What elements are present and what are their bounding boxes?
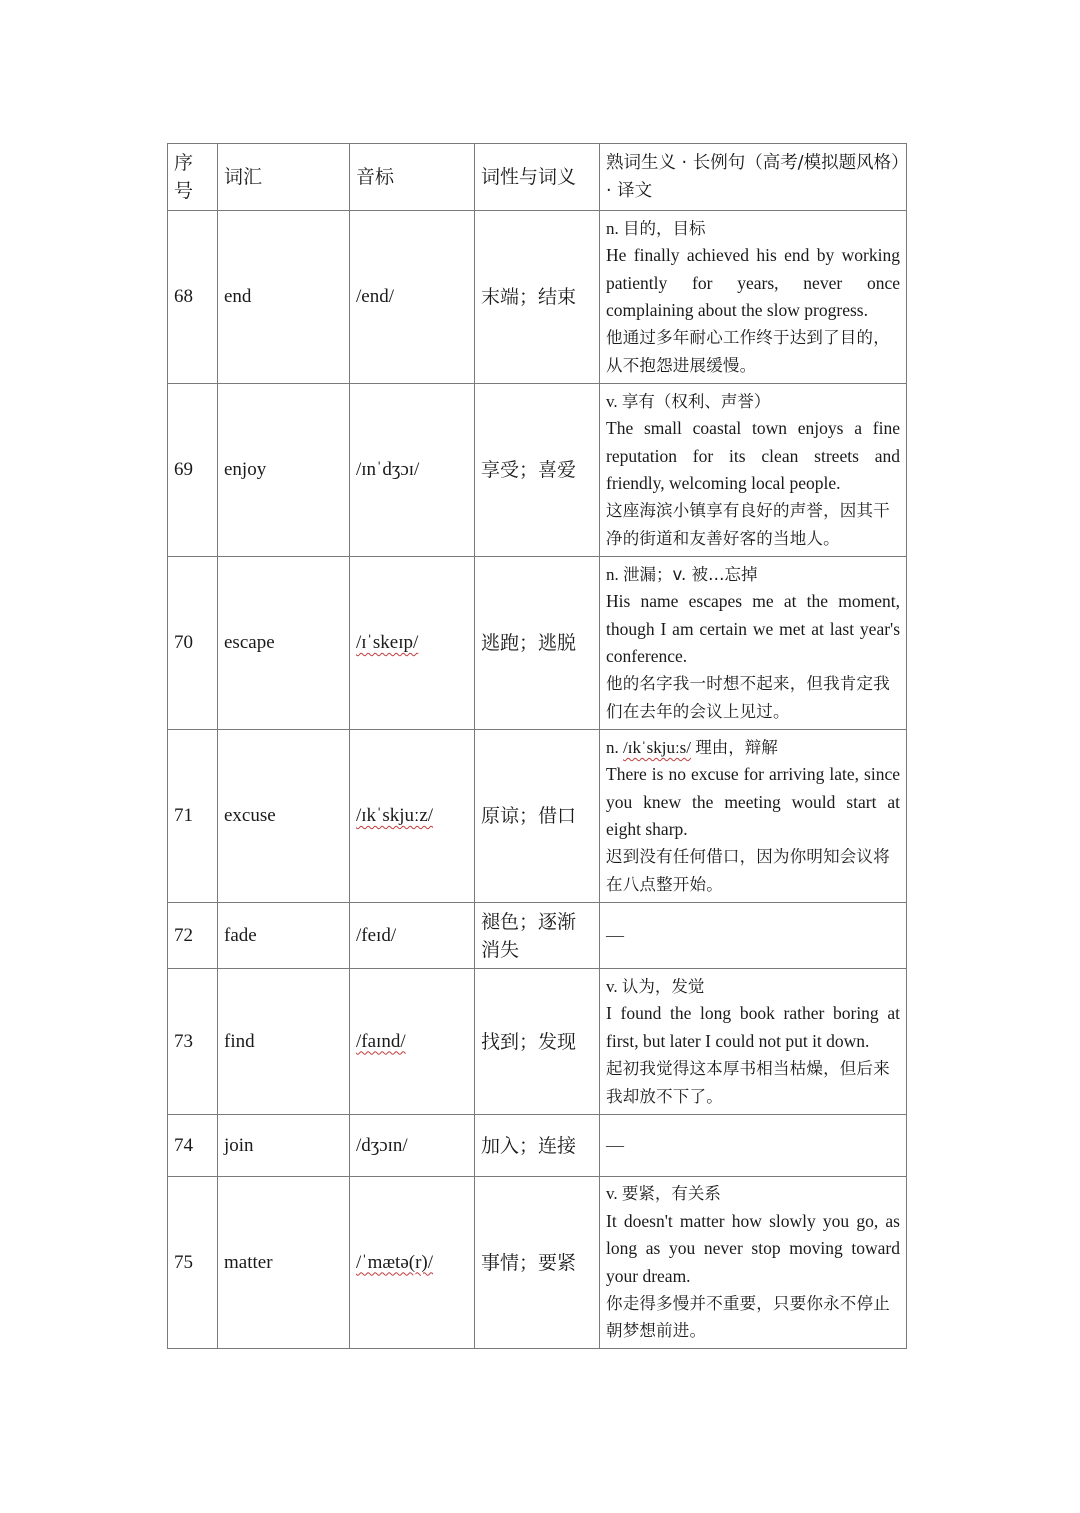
row-meaning: 找到；发现 [475, 969, 600, 1115]
row-meaning: 末端；结束 [475, 211, 600, 384]
row-index: 69 [168, 384, 218, 557]
table-row [168, 1177, 907, 1349]
sense-pos: v. [606, 1184, 618, 1204]
table-row [168, 730, 907, 903]
row-meaning: 原谅；借口 [475, 730, 600, 903]
sense-line [606, 215, 900, 242]
table-row [168, 211, 907, 384]
header-word: 词汇 [218, 144, 350, 211]
sense-zh: 泄漏；v. 被…忘掉 [623, 564, 758, 584]
sense-pos: v. [606, 391, 618, 411]
ipa-text: /feɪd/ [356, 924, 397, 946]
row-detail [600, 903, 907, 969]
row-ipa [350, 1115, 475, 1177]
example-zh: 迟到没有任何借口，因为你明知会议将在八点整开始。 [606, 847, 890, 894]
row-index: 75 [168, 1177, 218, 1349]
example-en: It doesn't matter how slowly you go, as long as you never stop moving toward your dream. [606, 1210, 900, 1286]
ipa-text: /dʒɔɪn/ [356, 1134, 408, 1156]
ipa-text: /ɪˈskeɪp/ [356, 632, 419, 653]
ipa-text: /faɪnd/ [356, 1030, 406, 1052]
row-detail [600, 1115, 907, 1177]
example-en: There is no excuse for arriving late, since you knew the meeting would start at eight sharp. [606, 764, 900, 839]
row-ipa [350, 969, 475, 1115]
sense-line [606, 561, 900, 588]
empty-dash: — [606, 924, 624, 945]
example-zh: 他通过多年耐心工作终于达到了目的，从不抱怨进展缓慢。 [606, 328, 890, 375]
row-detail [600, 969, 907, 1115]
example-en: The small coastal town enjoys a fine reputation for its clean streets and friendly, welcoming local people. [606, 418, 900, 493]
row-index: 74 [168, 1115, 218, 1177]
row-ipa [350, 384, 475, 557]
row-ipa [350, 211, 475, 384]
row-word: matter [218, 1177, 350, 1349]
table-row [168, 557, 907, 730]
row-index: 73 [168, 969, 218, 1115]
row-index: 72 [168, 903, 218, 969]
sense-pos: n. [606, 218, 619, 238]
sense-ipa: /ɪkˈskjuːs/ [623, 737, 692, 757]
row-ipa [350, 557, 475, 730]
row-meaning: 事情；要紧 [475, 1177, 600, 1349]
row-detail [600, 384, 907, 557]
sense-pos: n. [606, 737, 619, 757]
table-row [168, 969, 907, 1115]
sense-line [606, 973, 900, 1000]
row-ipa [350, 1177, 475, 1349]
row-index: 68 [168, 211, 218, 384]
vocabulary-table [167, 143, 907, 1349]
example-en: His name escapes me at the moment, though I am certain we met at last year's conference. [606, 591, 900, 666]
sense-line [606, 734, 900, 761]
row-ipa [350, 730, 475, 903]
table-row [168, 384, 907, 557]
row-meaning: 褪色；逐渐消失 [475, 903, 600, 969]
sense-zh: 要紧，有关系 [621, 1184, 721, 1204]
row-word: escape [218, 557, 350, 730]
sense-line [606, 1180, 900, 1207]
header-ipa: 音标 [350, 144, 475, 211]
sense-zh: 认为，发觉 [621, 976, 705, 996]
example-zh: 你走得多慢并不重要，只要你永不停止朝梦想前进。 [606, 1293, 890, 1341]
sense-zh: 理由，辩解 [695, 737, 778, 757]
row-meaning: 享受；喜爱 [475, 384, 600, 557]
sense-pos: n. [606, 564, 619, 584]
row-word: excuse [218, 730, 350, 903]
sense-zh: 目的，目标 [623, 218, 706, 238]
row-ipa [350, 903, 475, 969]
row-index: 70 [168, 557, 218, 730]
row-word: end [218, 211, 350, 384]
ipa-text: /ɪnˈdʒɔɪ/ [356, 459, 420, 480]
example-en: He finally achieved his end by working patiently for years, never once complaining about the slow progress. [606, 245, 900, 320]
table-row [168, 903, 907, 969]
row-word: fade [218, 903, 350, 969]
row-index: 71 [168, 730, 218, 903]
row-detail [600, 211, 907, 384]
row-word: enjoy [218, 384, 350, 557]
example-en: I found the long book rather boring at first, but later I could not put it down. [606, 1003, 900, 1051]
table-header-row [168, 144, 907, 211]
ipa-text: /end/ [356, 286, 394, 307]
sense-zh: 享有（权利、声誉） [621, 391, 771, 411]
sense-line [606, 388, 900, 415]
row-meaning: 逃跑；逃脱 [475, 557, 600, 730]
row-word: find [218, 969, 350, 1115]
table-row [168, 1115, 907, 1177]
example-zh: 他的名字我一时想不起来，但我肯定我们在去年的会议上见过。 [606, 674, 890, 721]
ipa-text: /ɪkˈskjuːz/ [356, 805, 434, 826]
header-detail: 熟词生义 · 长例句（高考/模拟题风格）· 译文 [600, 144, 907, 211]
row-detail [600, 557, 907, 730]
example-zh: 这座海滨小镇享有良好的声誉，因其干净的街道和友善好客的当地人。 [606, 501, 890, 548]
row-detail [600, 730, 907, 903]
row-detail [600, 1177, 907, 1349]
sense-pos: v. [606, 976, 618, 996]
empty-dash: — [606, 1134, 624, 1155]
header-meaning: 词性与词义 [475, 144, 600, 211]
ipa-text: /ˈmætə(r)/ [356, 1251, 434, 1273]
row-meaning: 加入；连接 [475, 1115, 600, 1177]
header-index: 序号 [168, 144, 218, 211]
row-word: join [218, 1115, 350, 1177]
example-zh: 起初我觉得这本厚书相当枯燥，但后来我却放不下了。 [606, 1059, 890, 1106]
